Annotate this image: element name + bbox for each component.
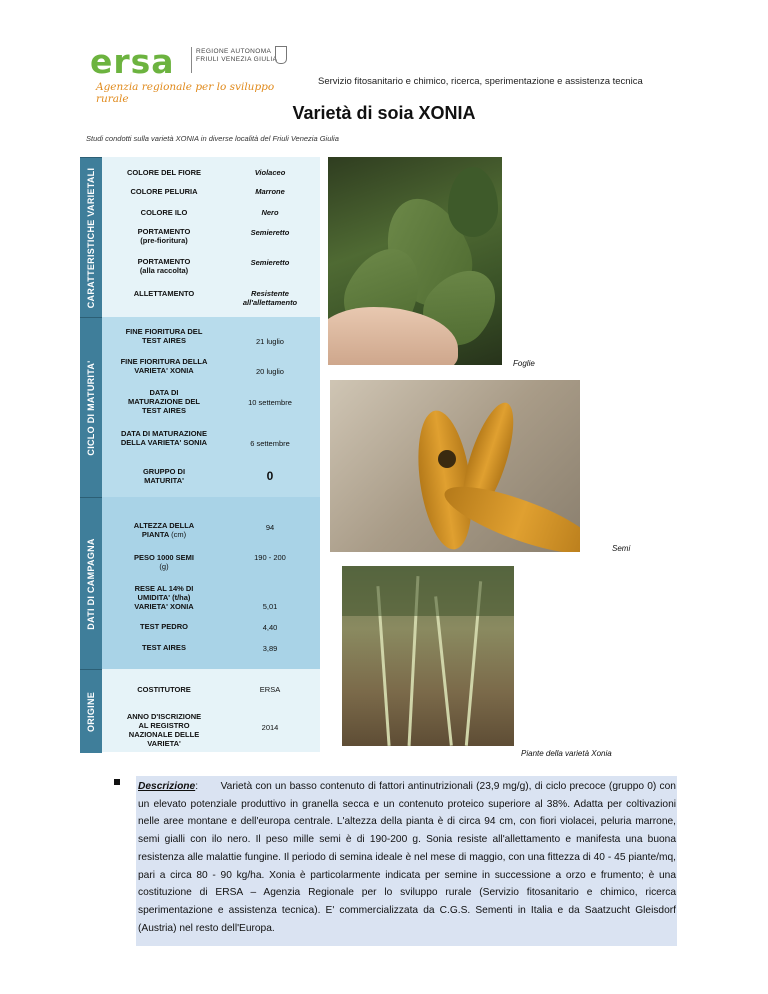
value-colore-peluria: Marrone [255, 187, 285, 196]
label-test-pedro: TEST PEDRO [140, 622, 188, 631]
service-name: Servizio fitosanitario e chimico, ricerca, sperimentazione e assistenza tecnica [318, 76, 643, 87]
band-origine [80, 669, 102, 753]
value-anno: 2014 [261, 723, 279, 732]
photo-foglie [328, 157, 502, 365]
label-portamento-pre-sub: (pre-fioritura) [140, 236, 188, 245]
label-anno: ANNO D'ISCRIZIONE AL REGISTRO NAZIONALE DELLE VARIETA' [126, 712, 202, 748]
logo-region-text: REGIONE AUTONOMA FRIULI VENEZIA GIULIA [196, 48, 278, 63]
value-peso: 190 - 200 [254, 553, 286, 562]
label-altezza-unit: (cm) [171, 530, 187, 539]
label-fine-fioritura-test: FINE FIORITURA DEL TEST AIRES [125, 327, 203, 345]
label-fine-fioritura-var: FINE FIORITURA DELLA VARIETA' XONIA [120, 357, 208, 375]
page-title: Varietà di soia XONIA [292, 103, 476, 123]
description [138, 778, 676, 937]
ersa-logo [90, 42, 290, 105]
value-maturazione-var: 6 settembre [250, 439, 290, 448]
band-dati [80, 497, 102, 670]
value-allettamento: Resistente all'allettamento [242, 289, 298, 307]
label-altezza-main: ALTEZZA DELLA PIANTA [133, 521, 195, 539]
value-rese: 5,01 [262, 602, 278, 611]
logo-separator [191, 47, 192, 73]
label-peso-unit: (g) [159, 562, 169, 571]
photo-semi [330, 380, 580, 552]
label-allettamento: ALLETTAMENTO [133, 289, 195, 298]
band-caratteristiche-label: CARATTERISTICHE VARIETALI [86, 167, 96, 309]
label-colore-peluria: COLORE PELURIA [130, 187, 198, 196]
caption-piante: Piante della varietà Xonia [521, 749, 612, 758]
label-portamento-pre [104, 227, 224, 245]
label-peso [104, 553, 224, 571]
band-caratteristiche [80, 157, 102, 318]
value-test-aires: 3,89 [262, 644, 278, 653]
label-portamento-racc-sub: (alla raccolta) [139, 266, 189, 275]
logo-tagline: Agenzia regionale per lo sviluppo rurale [96, 81, 275, 105]
value-gruppo: 0 [266, 469, 274, 483]
description-text: Varietà con un basso contenuto di fattori antinutrizionali (23,9 mg/g), di ciclo precoce (gruppo 0) con un elevato potenziale produttivo in granella secca e un contenuto proteico superiore al 38%. Adatta per coltivazioni nelle aree montane e dell'europa centrale. L'altezza della pianta è di circa 94 cm, con fiori violacei, peluria marrone, semi gialli con ilo nero. Il peso mille semi è di 190-200 g. Sonia resiste all'allettamento e manifesta una buona resistenza alle malattie fungine. Il periodo di semina ideale è nel mese di maggio, con una fittezza di 40 - 45 piante/mq, pari a circa 80 - 90 kg/ha. Xonia è particolarmente indicata per semine in successione a orzo e frumento; è una costituzione di ERSA – Agenzia Regionale per lo sviluppo rurale (Servizio fitosanitario e chimico, ricerca sperimentazione e assistenza tecnica). E' commercializzata da C.G.S. Sementi in Italia e da Saatzucht Gleisdorf (Austria) nel resto dell'Europa. [138, 781, 676, 934]
label-maturazione-var: DATA DI MATURAZIONE DELLA VARIETA' SONIA [120, 429, 208, 447]
value-portamento-racc: Semieretto [250, 258, 290, 267]
value-test-pedro: 4,40 [262, 623, 278, 632]
label-portamento-racc-main: PORTAMENTO [137, 257, 191, 266]
value-fine-fioritura-test: 21 luglio [256, 337, 284, 346]
value-fine-fioritura-var: 20 luglio [256, 367, 284, 376]
band-dati-label: DATI DI CAMPAGNA [86, 538, 96, 630]
logo-word: ersa [90, 42, 175, 81]
description-colon: : [195, 781, 199, 792]
value-maturazione-test: 10 settembre [248, 398, 292, 407]
label-test-aires: TEST AIRES [142, 643, 186, 652]
value-colore-fiore: Violaceo [254, 168, 286, 177]
description-label: Descrizione [138, 781, 196, 792]
label-maturazione-test: DATA DI MATURAZIONE DEL TEST AIRES [128, 388, 200, 415]
label-rese: RESE AL 14% DI UMIDITA' (t/ha) VARIETA' XONIA [134, 584, 194, 611]
label-peso-main: PESO 1000 SEMI [133, 553, 195, 562]
caption-semi: Semi [612, 544, 631, 553]
label-portamento-pre-main: PORTAMENTO [137, 227, 191, 236]
label-altezza [126, 521, 202, 539]
page-subtitle: Studi condotti sulla varietà XONIA in diverse località del Friuli Venezia Giulia [86, 134, 339, 143]
value-altezza: 94 [265, 523, 275, 532]
label-colore-ilo: COLORE ILO [140, 208, 188, 217]
photo-piante [342, 566, 514, 746]
caption-foglie: Foglie [513, 359, 535, 368]
value-colore-ilo: Nero [261, 208, 279, 217]
label-portamento-racc [104, 257, 224, 275]
value-costitutore: ERSA [259, 685, 281, 694]
label-colore-fiore: COLORE DEL FIORE [126, 168, 202, 177]
band-ciclo [80, 317, 102, 498]
band-origine-label: ORIGINE [86, 691, 96, 732]
label-gruppo: GRUPPO DI MATURITA' [142, 467, 186, 485]
band-ciclo-label: CICLO DI MATURITA' [86, 360, 96, 456]
bullet-icon [114, 779, 120, 785]
region-shield-icon [275, 46, 287, 64]
label-costitutore: COSTITUTORE [137, 685, 191, 694]
value-portamento-pre: Semieretto [250, 228, 290, 237]
